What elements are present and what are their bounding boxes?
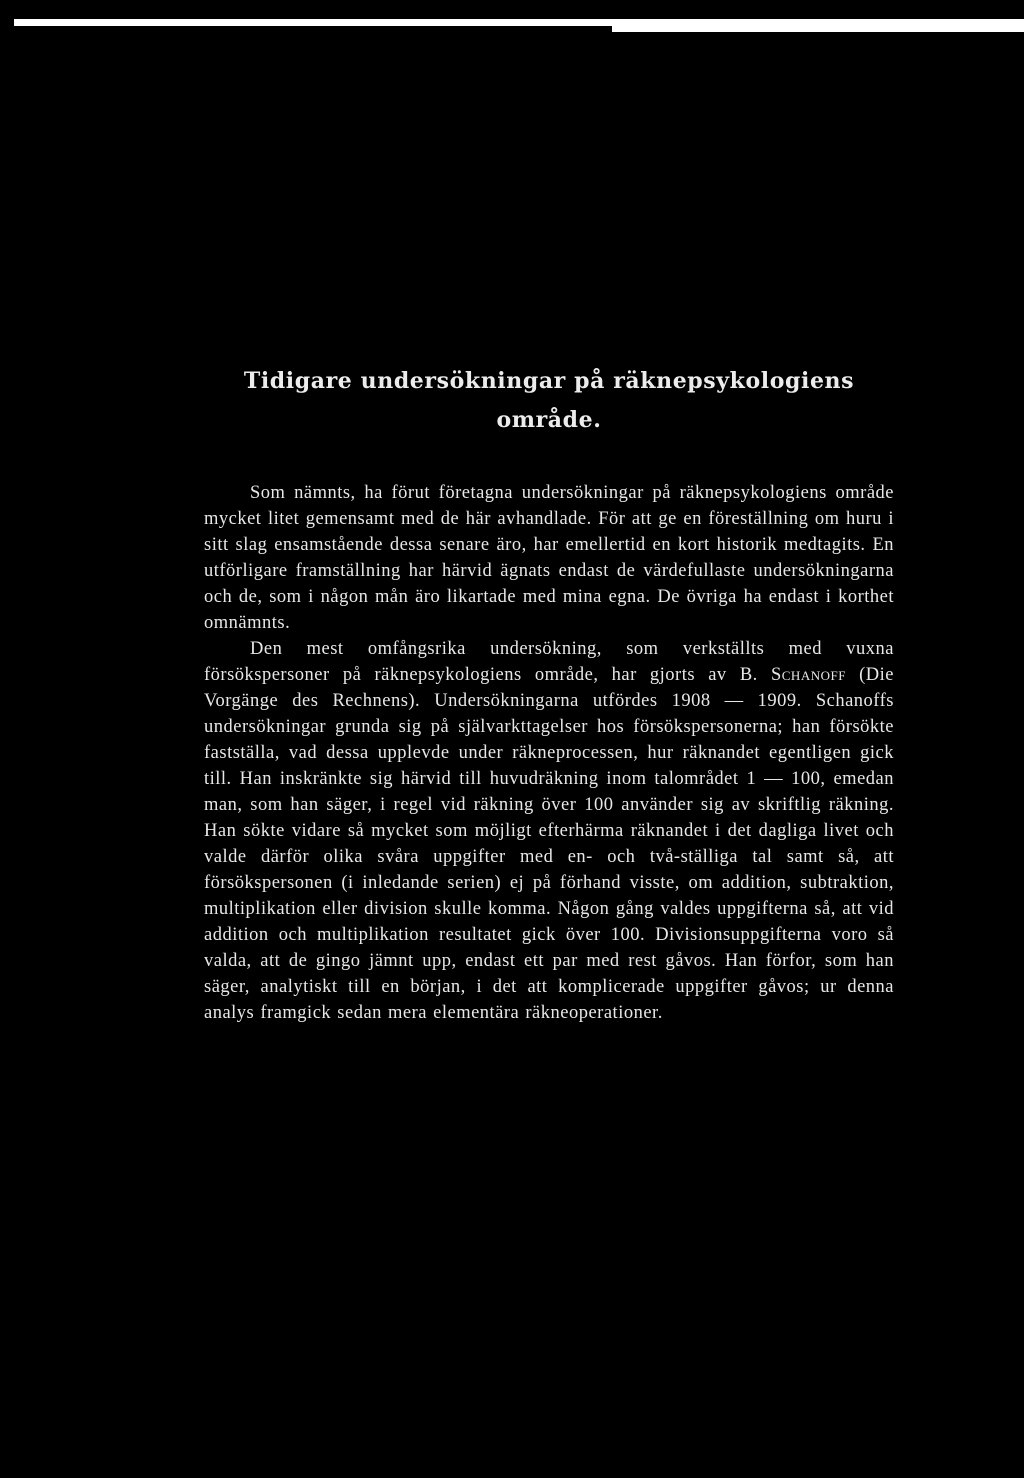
scan-edge-top-right: [612, 19, 1024, 32]
scan-edge-top-left: [14, 19, 614, 26]
paragraph-2-body: (Die Vorgänge des Rechnens). Undersökningarna utfördes 1908 — 1909. Schanoffs undersökningar grunda sig på självarkttagelser hos försökspersonerna; han försökte fastställa, vad dessa upplevde under räkneprocessen, hur räknandet egentligen gick till. Han inskränkte sig härvid till huvudräkning inom talområdet 1 — 100, emedan man, som han säger, i regel vid räkning över 100 använder sig av skriftlig räkning. Han sökte vidare så mycket som möjligt efterhärma räknandet i det dagliga livet och valde därför olika svåra uppgifter med en- och två-ställiga tal samt så, att försökspersonen (i inledande serien) ej på förhand visste, om addition, subtraktion, multiplikation eller division skulle komma. Någon gång valdes uppgifterna så, att vid addition och multiplikation resultatet gick över 100. Divisionsuppgifterna voro så valda, att de gingo jämnt upp, endast ett par med rest gåvos. Han förfor, som han säger, analytiskt till en början, i det att komplicerade uppgifter gåvos; ur denna analys framgick sedan mera elementära räkneoperationer.: [204, 665, 894, 1023]
paragraph-2: [204, 636, 894, 1026]
book-page: [204, 362, 894, 1026]
heading-line-2: område.: [496, 407, 602, 433]
body-text: [204, 480, 894, 1026]
paragraph-1: Som nämnts, ha förut företagna undersökningar på räknepsykologiens område mycket litet gemensamt med de här avhandlade. För att ge en föreställning om huru i sitt slag ensamstående dessa senare äro, har emellertid en kort historik medtagits. En utförligare framställning har härvid ägnats endast de värdefullaste undersökningarna och de, som i någon mån äro likartade med mina egna. De övriga ha endast i korthet omnämnts.: [204, 483, 894, 633]
chapter-heading: [204, 362, 894, 440]
author-name: Schanoff: [770, 665, 846, 685]
paragraph-2-intro: Den mest omfångsrika undersökning, som verkställts med vuxna försökspersoner på räknepsykologiens område, har gjorts av B.: [204, 639, 894, 685]
heading-line-1: Tidigare undersökningar på räknepsykologiens: [243, 368, 855, 394]
